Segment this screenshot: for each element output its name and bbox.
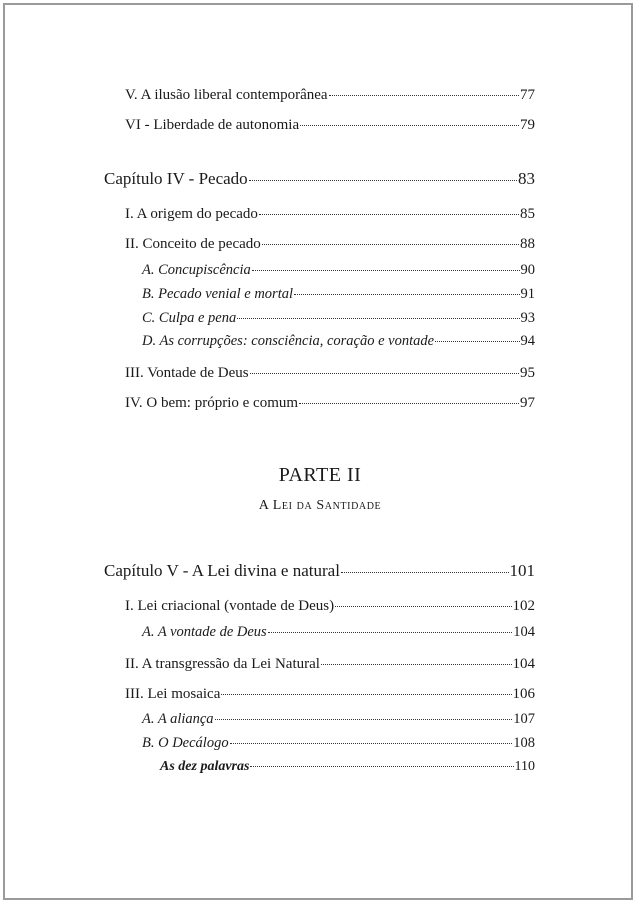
toc-entry[interactable] (125, 117, 535, 134)
toc-subentry[interactable] (142, 624, 535, 641)
toc-chapter-entry[interactable] (104, 169, 535, 189)
dot-leader (250, 372, 519, 374)
dot-leader (294, 293, 520, 295)
toc-entry-title: A. A aliança (142, 711, 214, 727)
toc-entry-title: II. A transgressão da Lei Natural (125, 656, 320, 672)
toc-entry-page: 88 (520, 236, 535, 252)
toc-entry-title: Capítulo IV - Pecado (104, 169, 248, 188)
dot-leader (299, 402, 519, 404)
part-subtitle: A Lei da Santidade (258, 498, 382, 513)
toc-entry[interactable] (125, 656, 535, 673)
toc-entry[interactable] (125, 395, 535, 412)
toc-entry-title: I. Lei criacional (vontade de Deus) (125, 598, 335, 614)
dot-leader (230, 742, 513, 744)
toc-subentry[interactable] (142, 711, 535, 728)
dot-leader (341, 571, 509, 573)
dot-leader (249, 179, 517, 181)
toc-entry-page: 108 (513, 735, 535, 751)
toc-entry-title: A. Concupiscência (142, 262, 251, 278)
toc-entry[interactable] (125, 236, 535, 253)
dot-leader (250, 765, 513, 767)
toc-entry-page: 93 (520, 310, 535, 326)
dot-leader (321, 663, 512, 665)
dot-leader (335, 605, 511, 607)
toc-entry-page: 107 (513, 711, 535, 727)
dot-leader (215, 718, 513, 720)
toc-entry-page: 77 (520, 87, 535, 103)
toc-entry-title: C. Culpa e pena (142, 310, 237, 326)
toc-entry-page: 102 (512, 598, 535, 614)
toc-entry-page: 97 (520, 395, 535, 411)
dot-leader (237, 317, 519, 319)
toc-entry-page: 91 (520, 286, 535, 302)
toc-entry-page: 95 (520, 365, 535, 381)
toc-entry-page: 94 (520, 333, 535, 349)
toc-entry-title: III. Lei mosaica (125, 686, 221, 702)
dot-leader (300, 124, 519, 126)
toc-subentry[interactable] (142, 310, 535, 327)
toc-entry[interactable] (125, 87, 535, 104)
toc-entry-title: D. As corrupções: consciência, coração e vontade (142, 333, 435, 349)
toc-subentry[interactable] (160, 759, 535, 775)
toc-entry[interactable] (125, 365, 535, 382)
toc-entry-title: A. A vontade de Deus (142, 624, 267, 640)
toc-entry[interactable] (125, 598, 535, 615)
toc-entry-page: 101 (509, 561, 535, 580)
part-title: PARTE II (278, 464, 362, 486)
toc-chapter-entry[interactable] (104, 561, 535, 581)
toc-entry-title: III. Vontade de Deus (125, 365, 249, 381)
toc-subentry[interactable] (142, 286, 535, 303)
dot-leader (329, 94, 519, 96)
toc-subentry[interactable] (142, 333, 535, 350)
toc-subentry[interactable] (142, 735, 535, 752)
toc-entry-page: 79 (520, 117, 535, 133)
toc-entry-title: II. Conceito de pecado (125, 236, 261, 252)
toc-entry-page: 110 (514, 759, 535, 774)
toc-entry-title: As dez palavras (160, 759, 250, 774)
toc-entry-page: 85 (520, 206, 535, 222)
dot-leader (252, 269, 520, 271)
toc-entry-page: 106 (512, 686, 535, 702)
dot-leader (435, 340, 519, 342)
dot-leader (221, 693, 511, 695)
toc-entry[interactable] (125, 206, 535, 223)
dot-leader (262, 243, 519, 245)
toc-entry-title: I. A origem do pecado (125, 206, 258, 222)
toc-entry-title: B. O Decálogo (142, 735, 229, 751)
toc-entry-page: 104 (513, 624, 535, 640)
toc-entry-title: B. Pecado venial e mortal (142, 286, 293, 302)
dot-leader (259, 213, 519, 215)
toc-entry-title: VI - Liberdade de autonomia (125, 117, 300, 133)
dot-leader (268, 631, 513, 633)
toc-entry[interactable] (125, 686, 535, 703)
toc-entry-page: 83 (518, 169, 535, 188)
toc-entry-title: IV. O bem: próprio e comum (125, 395, 299, 411)
toc-entry-page: 90 (520, 262, 535, 278)
toc-subentry[interactable] (142, 262, 535, 279)
toc-entry-title: V. A ilusão liberal contemporânea (125, 87, 328, 103)
toc-entry-page: 104 (512, 656, 535, 672)
toc-entry-title: Capítulo V - A Lei divina e natural (104, 561, 340, 580)
